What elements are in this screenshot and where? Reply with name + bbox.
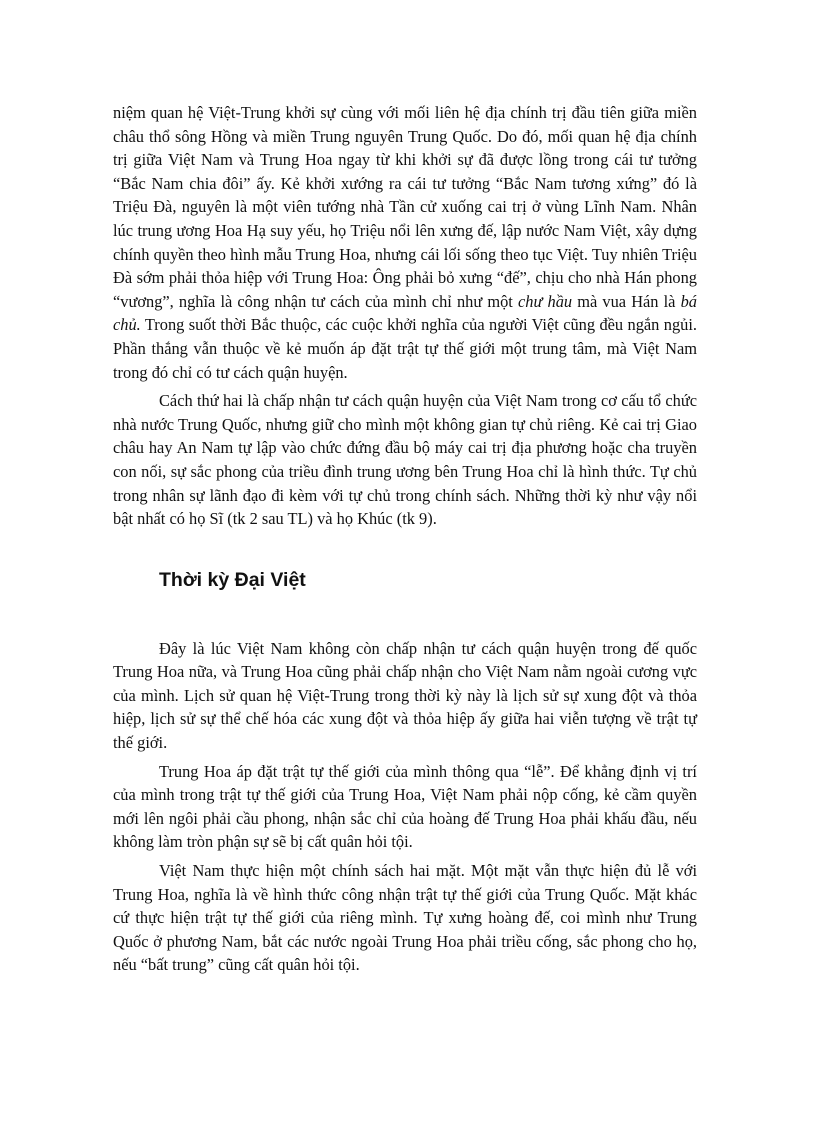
section-heading: Thời kỳ Đại Việt	[159, 568, 306, 591]
text-column	[113, 101, 697, 977]
paragraph-text: niệm quan hệ Việt-Trung khởi sự cùng với mối liên hệ địa chính trị đầu tiên giữa miền châu thổ sông Hồng và miền Trung nguyên Trung Quốc. Do đó, mối quan hệ địa chính trị giữa Việt Nam và Trung Hoa ngay từ khi khởi sự đã được lồng trong cái tư tưởng “Bắc Nam chia đôi” ấy. Kẻ khởi xướng ra cái tư tưởng “Bắc Nam tương xứng” đó là Triệu Đà, nguyên là một viên tướng nhà Tần cử xuống cai trị ở vùng Lĩnh Nam. Nhân lúc trung ương Hoa Hạ suy yếu, họ Triệu nổi lên xưng đế, lập nước Nam Việt, xây dựng chính quyền theo hình mẫu Trung Hoa, nhưng cái lối sống theo tục Việt. Tuy nhiên Triệu Đà sớm phải thỏa hiệp với Trung Hoa: Ông phải bỏ xưng “đế”, chịu cho nhà Hán phong “vương”, nghĩa là công nhận tư cách của mình chỉ như một	[113, 103, 697, 311]
italic-term: bá chủ.	[113, 291, 697, 335]
italic-term: chư hầu	[517, 291, 573, 311]
paragraph: Trung Hoa áp đặt trật tự thế giới của mình thông qua “lễ”. Để khẳng định vị trí của mình trong trật tự thế giới của Trung Hoa, Việt Nam phải nộp cống, kẻ cầm quyền mới lên ngôi phải cầu phong, nhận sắc chỉ của hoàng đế Trung Hoa phải khấu đầu, nếu không làm tròn phận sự sẽ bị cất quân hỏi tội.	[113, 761, 697, 852]
paragraph-text: Trong suốt thời Bắc thuộc, các cuộc khởi nghĩa của người Việt cũng đều ngắn ngủi. Phần thắng vẫn thuộc về kẻ muốn áp đặt trật tự thế giới một trung tâm, mà Việt Nam trong đó chỉ có tư cách quận huyện.	[113, 315, 697, 382]
paragraph: Đây là lúc Việt Nam không còn chấp nhận tư cách quận huyện trong đế quốc Trung Hoa nữa, và Trung Hoa cũng phải chấp nhận cho Việt Nam nằm ngoài cương vực của mình. Lịch sử quan hệ Việt-Trung trong thời kỳ này là lịch sử sự xung đột và thỏa hiệp, lịch sử sự thể chế hóa các xung đột và thỏa hiệp ấy giữa hai viễn tượng về trật tự thế giới.	[113, 638, 697, 753]
paragraph-text: mà vua Hán là	[577, 291, 676, 311]
paragraph-continuation	[113, 101, 697, 384]
paragraph: Cách thứ hai là chấp nhận tư cách quận huyện của Việt Nam trong cơ cấu tổ chức nhà nước Trung Quốc, nhưng giữ cho mình một không gian tự chủ riêng. Kẻ cai trị Giao châu hay An Nam tự lập vào chức đứng đầu bộ máy cai trị địa phương hoặc cha truyền con nối, sự sắc phong của triều đình trung ương bên Trung Hoa chỉ là hình thức. Tự chủ trong nhân sự lãnh đạo đi kèm với tự chủ trong chính sách. Những thời kỳ như vậy nổi bật nhất có họ Sĩ (tk 2 sau TL) và họ Khúc (tk 9).	[113, 391, 697, 529]
paragraph: Việt Nam thực hiện một chính sách hai mặt. Một mặt vẫn thực hiện đủ lễ với Trung Hoa, nghĩa là về hình thức công nhận trật tự thế giới của Trung Quốc. Mặt khác cứ thực hiện trật tự thế giới của riêng mình. Tự xưng hoàng đế, coi mình như Trung Quốc ở phương Nam, bắt các nước ngoài Trung Hoa phải triều cống, sắc phong cho họ, nếu “bất trung” cũng cất quân hỏi tội.	[113, 861, 697, 975]
